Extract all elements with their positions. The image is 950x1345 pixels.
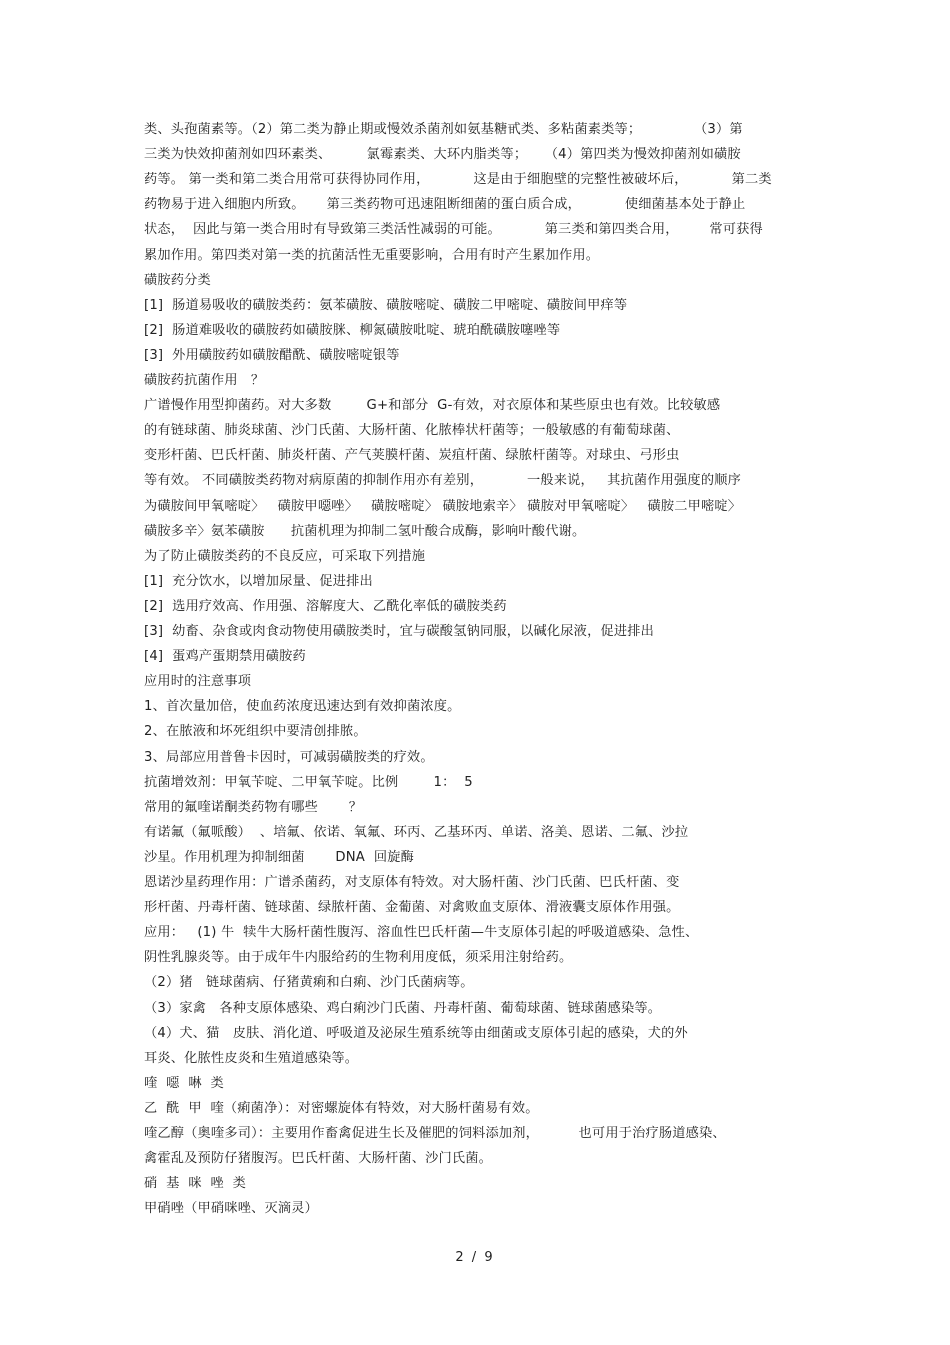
text-line: 为磺胺间甲氧嘧啶〉 磺胺甲噁唑〉 磺胺嘧啶〉 磺胺地索辛〉 磺胺对甲氧嘧啶〉 磺胺二甲嘧啶〉 [144, 498, 742, 514]
text-line: [3] 外用磺胺药如磺胺醋酰、磺胺嘧啶银等 [144, 347, 400, 363]
text-line: 沙星。作用机理为抑制细菌 DNA 回旋酶 [144, 849, 414, 865]
text-line: 变形杆菌、巴氏杆菌、肺炎杆菌、产气荚膜杆菌、炭疽杆菌、绿脓杆菌等。对球虫、弓形虫 [144, 448, 680, 464]
text-line: 抗菌增效剂：甲氧苄啶、二甲氧苄啶。比例 1： 5 [144, 774, 473, 790]
text-line: 1、首次量加倍，使血药浓度迅速达到有效抑菌浓度。 [144, 699, 461, 715]
text-line: 为了防止磺胺类药的不良反应，可采取下列措施 [144, 548, 426, 564]
text-line: 广谱慢作用型抑菌药。对大多数 G+和部分 G-有效，对衣原体和某些原虫也有效。比较敏感 [144, 398, 721, 414]
text-line: 累加作用。第四类对第一类的抗菌活性无重要影响，合用有时产生累加作用。 [144, 247, 600, 263]
text-line: 2、在脓液和坏死组织中要清创排脓。 [144, 724, 367, 740]
text-line: 药等。 第一类和第二类合用常可获得协同作用， 这是由于细胞壁的完整性被破坏后， 第二类 [144, 172, 772, 188]
text-line: 阴性乳腺炎等。由于成年牛内服给药的生物利用度低，须采用注射给药。 [144, 950, 573, 966]
text-line: 硝 基 咪 唑 类 [144, 1176, 247, 1192]
text-line: 耳炎、化脓性皮炎和生殖道感染等。 [144, 1050, 359, 1066]
text-line: 3、局部应用普鲁卡因时，可减弱磺胺类的疗效。 [144, 749, 434, 765]
text-line: 类、头孢菌素等。（2）第二类为静止期或慢效杀菌剂如氨基糖甙类、多粘菌素类等； （3）第 [144, 122, 743, 137]
text-line: 喹 噁 啉 类 [144, 1075, 224, 1091]
text-line: 药物易于进入细胞内所致。 第三类药物可迅速阻断细菌的蛋白质合成， 使细菌基本处于静止 [144, 197, 746, 213]
text-line: 乙 酰 甲 喹（痢菌净）：对密螺旋体有特效，对大肠杆菌易有效。 [144, 1100, 539, 1116]
text-line: 三类为快效抑菌剂如四环素类、 氯霉素类、大环内脂类等； （4）第四类为慢效抑菌剂如磺胺 [144, 147, 741, 163]
text-line: 禽霍乱及预防仔猪腹泻。巴氏杆菌、大肠杆菌、沙门氏菌。 [144, 1151, 493, 1167]
text-line: [3] 幼畜、杂食或肉食动物使用磺胺类时，宜与碳酸氢钠同服，以碱化尿液，促进排出 [144, 624, 655, 639]
text-line: [1] 充分饮水，以增加尿量、促进排出 [144, 573, 373, 589]
text-line: 常用的氟喹诺酮类药物有哪些 ？ [144, 799, 363, 815]
text-line: 应用时的注意事项 [144, 674, 252, 690]
text-line: 状态， 因此与第一类合用时有导致第三类活性减弱的可能。 第三类和第四类合用， 常可获得 [144, 222, 763, 238]
text-line: （2）猪 链球菌病、仔猪黄痢和白痢、沙门氏菌病等。 [144, 975, 474, 991]
page-number: 2 / 9 [455, 1250, 495, 1265]
text-line: （3）家禽 各种支原体感染、鸡白痢沙门氏菌、丹毒杆菌、葡萄球菌、链球菌感染等。 [144, 1000, 662, 1016]
text-line: [2] 选用疗效高、作用强、溶解度大、乙酰化率低的磺胺类药 [144, 598, 507, 614]
text-line: [1] 肠道易吸收的磺胺类药：氨苯磺胺、磺胺嘧啶、磺胺二甲嘧啶、磺胺间甲痒等 [144, 297, 628, 313]
text-line: 形杆菌、丹毒杆菌、链球菌、绿脓杆菌、金葡菌、对禽败血支原体、滑液囊支原体作用强。 [144, 900, 680, 916]
text-line: 等有效。 不同磺胺类药物对病原菌的抑制作用亦有差别， 一般来说， 其抗菌作用强度的顺序 [144, 473, 741, 489]
text-line: 磺胺药抗菌作用 ？ [144, 373, 265, 388]
text-line: 甲硝唑（甲硝咪唑、灭滴灵） [144, 1201, 319, 1217]
text-line: [2] 肠道难吸收的磺胺药如磺胺脒、柳氮磺胺吡啶、琥珀酰磺胺噻唑等 [144, 322, 561, 338]
text-line: [4] 蛋鸡产蛋期禁用磺胺药 [144, 649, 306, 665]
text-line: 有诺氟（氟哌酸） 、培氟、依诺、氧氟、环丙、乙基环丙、单诺、洛美、恩诺、二氟、沙拉 [144, 824, 689, 840]
text-line: 磺胺多辛〉氨苯磺胺 抗菌机理为抑制二氢叶酸合成酶，影响叶酸代谢。 [144, 523, 586, 539]
text-line: 喹乙醇（奥喹多司）：主要用作畜禽促进生长及催肥的饲料添加剂， 也可用于治疗肠道感染、 [144, 1126, 726, 1141]
text-line: 的有链球菌、肺炎球菌、沙门氏菌、大肠杆菌、化脓棒状杆菌等；一般敏感的有葡萄球菌、 [144, 423, 680, 439]
text-line: （4）犬、猫 皮肤、消化道、呼吸道及泌尿生殖系统等由细菌或支原体引起的感染，犬的外 [144, 1025, 688, 1041]
text-line: 恩诺沙星药理作用：广谱杀菌药，对支原体有特效。对大肠杆菌、沙门氏菌、巴氏杆菌、变 [144, 875, 680, 890]
text-line: 磺胺药分类 [144, 272, 211, 288]
text-line: 应用： (1) 牛 犊牛大肠杆菌性腹泻、溶血性巴氏杆菌—牛支原体引起的呼吸道感染、急性、 [144, 925, 699, 941]
